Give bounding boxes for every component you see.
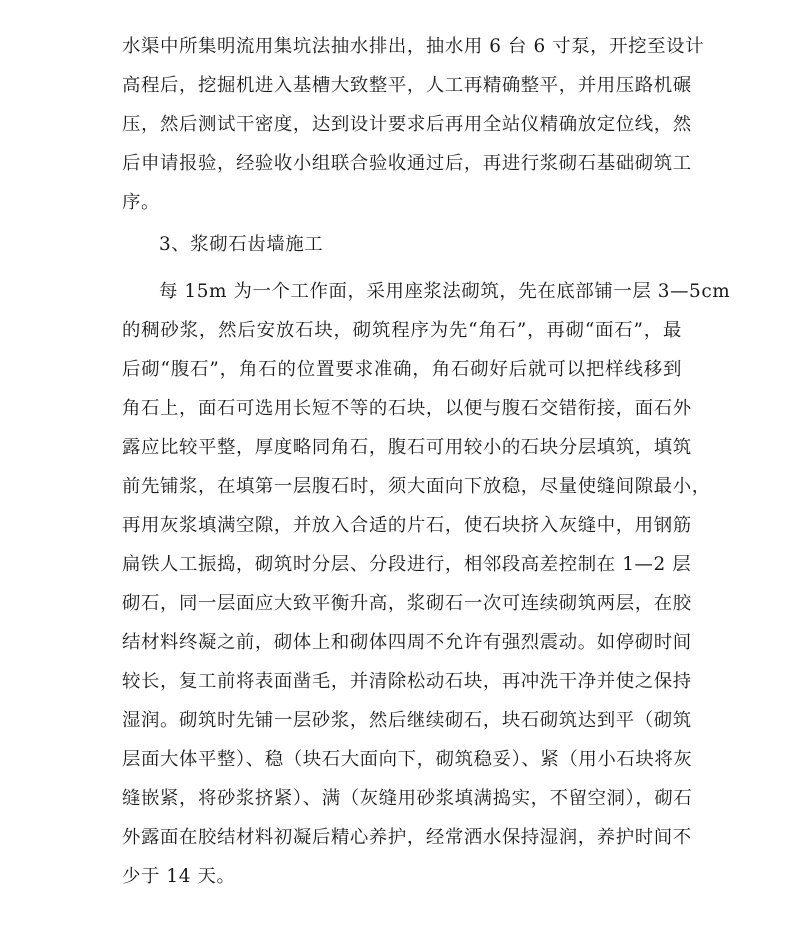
paragraph2-line-4: 角石上，面石可选用长短不等的石块，以便与腹石交错衔接，面石外 xyxy=(122,398,692,419)
paragraph1-line-2: 高程后，挖掘机进入基槽大致整平，人工再精确整平，并用压路机碾 xyxy=(122,75,692,96)
paragraph2-line-13: 层面大体平整）、稳（块石大面向下，砌筑稳妥）、紧（用小石块将灰 xyxy=(122,749,693,770)
paragraph2-line-3: 后砌“腹石”，角石的位置要求准确，角石砌好后就可以把样线移到 xyxy=(122,359,682,380)
paragraph2-line-16: 少于 14 天。 xyxy=(122,866,236,887)
paragraph2-line-14: 缝嵌紧，将砂浆挤紧）、满（灰缝用砂浆填满捣实，不留空洞），砌石 xyxy=(122,788,693,809)
paragraph1-line-5: 序。 xyxy=(122,192,160,213)
paragraph2-line-5: 露应比较平整，厚度略同角石，腹石可用较小的石块分层填筑，填筑 xyxy=(122,437,692,458)
paragraph2-line-1: 每 15m 为一个工作面，采用座浆法砌筑，先在底部铺一层 3—5cm xyxy=(159,281,731,302)
paragraph1-line-3: 压，然后测试干密度，达到设计要求后再用全站仪精确放定位线，然 xyxy=(122,114,692,135)
paragraph1-line-4: 后申请报验，经验收小组联合验收通过后，再进行浆砌石基础砌筑工 xyxy=(122,153,692,174)
paragraph2-line-7: 再用灰浆填满空隙，并放入合适的片石，使石块挤入灰缝中，用钢筋 xyxy=(122,515,692,536)
paragraph2-line-8: 扁铁人工振捣，砌筑时分层、分段进行，相邻段高差控制在 1—2 层 xyxy=(122,554,692,575)
paragraph2-line-9: 砌石，同一层面应大致平衡升高，浆砌石一次可连续砌筑两层，在胶 xyxy=(122,593,692,614)
paragraph2-line-15: 外露面在胶结材料初凝后精心养护，经常洒水保持湿润，养护时间不 xyxy=(122,827,692,848)
paragraph2-line-11: 较长，复工前将表面凿毛，并清除松动石块，再冲洗干净并使之保持 xyxy=(122,671,692,692)
paragraph2-line-12: 湿润。砌筑时先铺一层砂浆，然后继续砌石，块石砌筑达到平（砌筑 xyxy=(122,710,692,731)
section-heading: 3、浆砌石齿墙施工 xyxy=(159,234,324,255)
paragraph2-line-2: 的稠砂浆，然后安放石块，砌筑程序为先“角石”，再砌“面石”，最 xyxy=(122,320,682,341)
paragraph1-line-1: 水渠中所集明流用集坑法抽水排出，抽水用 6 台 6 寸泵，开挖至设计 xyxy=(122,36,705,57)
paragraph2-line-6: 前先铺浆，在填第一层腹石时，须大面向下放稳，尽量使缝间隙最小， xyxy=(122,476,711,497)
paragraph2-line-10: 结材料终凝之前，砌体上和砌体四周不允许有强烈震动。如停砌时间 xyxy=(122,632,692,653)
